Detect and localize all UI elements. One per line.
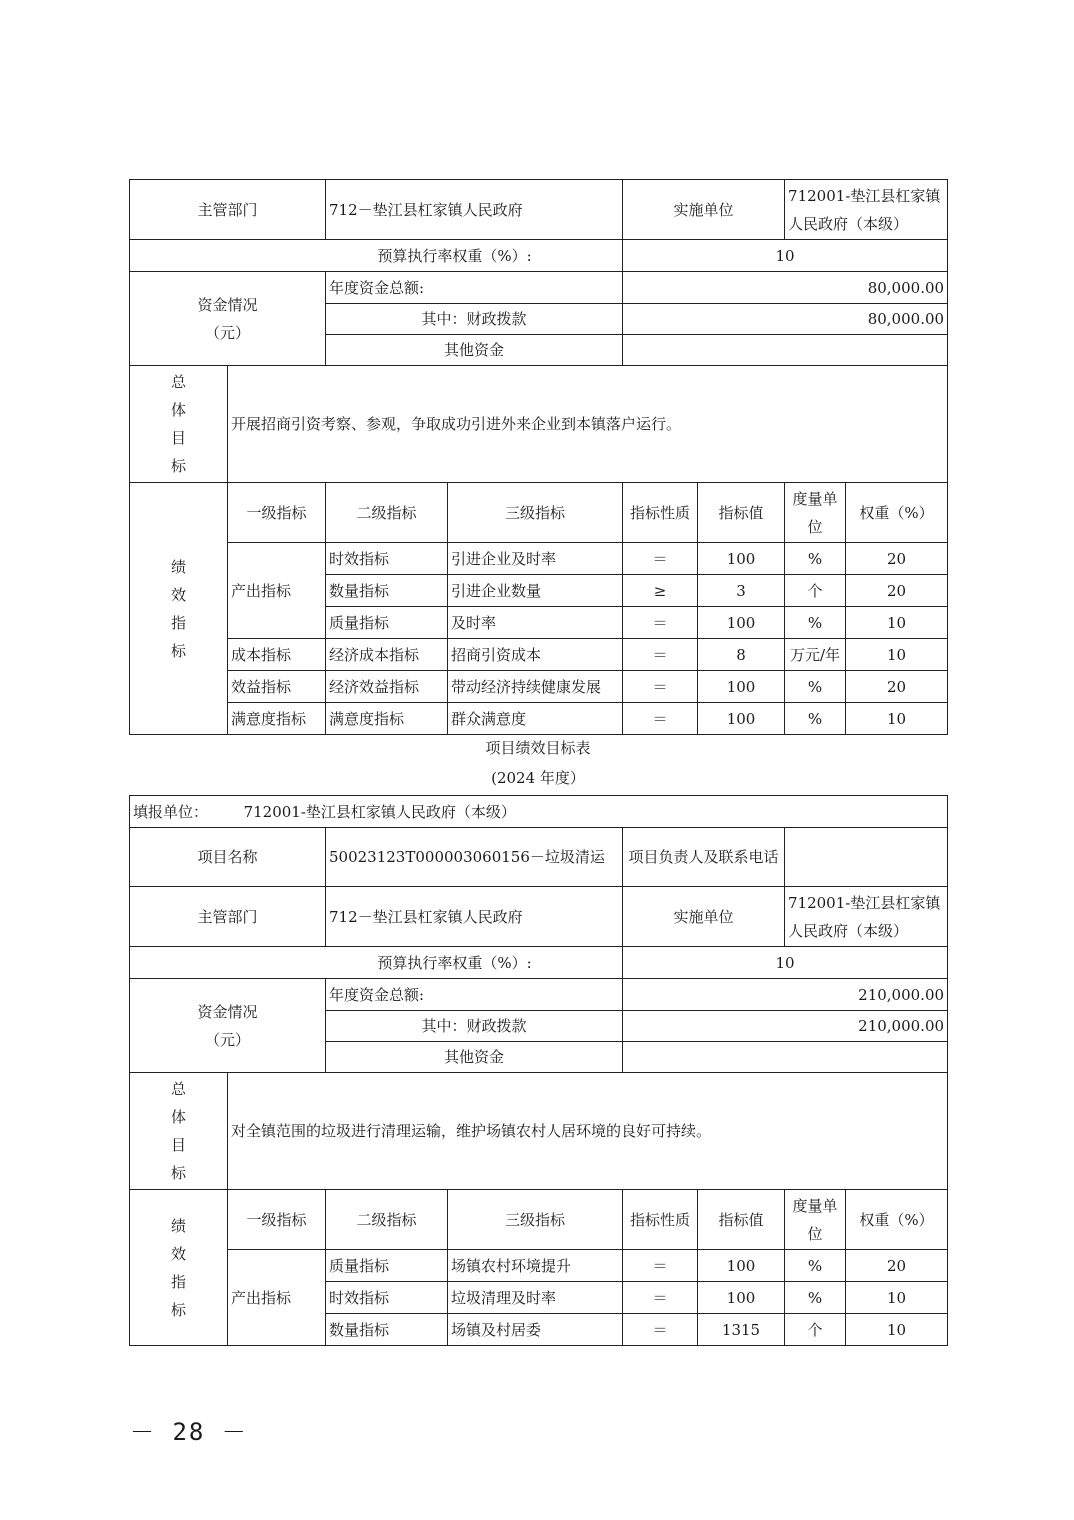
level3-cell: 引进企业及时率 xyxy=(448,543,623,575)
perf-char: 绩 xyxy=(170,1216,186,1235)
value-cell: 3 xyxy=(698,575,785,607)
other-funds-label: 其他资金 xyxy=(326,1042,623,1073)
header-level3: 三级指标 xyxy=(448,483,623,543)
filler-unit-value: 712001-垫江县杠家镇人民政府（本级） xyxy=(243,802,516,821)
fiscal-value: 80,000.00 xyxy=(623,304,948,335)
perf-char: 效 xyxy=(170,585,186,604)
perf-char: 效 xyxy=(170,1244,186,1263)
perf-char: 指 xyxy=(170,613,186,632)
header-unit: 度量单位 xyxy=(785,1190,846,1250)
level3-cell: 场镇农村环境提升 xyxy=(448,1250,623,1282)
perf-indicator-label xyxy=(130,483,228,735)
annual-total-value: 80,000.00 xyxy=(623,272,948,304)
value-cell: 1315 xyxy=(698,1314,785,1346)
unit-cell: % xyxy=(785,543,846,575)
dept-value: 712－垫江县杠家镇人民政府 xyxy=(326,887,623,947)
weight-cell: 10 xyxy=(846,703,948,735)
level2-cell: 经济成本指标 xyxy=(326,639,448,671)
goal-char: 总 xyxy=(170,373,186,391)
other-funds-label: 其他资金 xyxy=(326,335,623,366)
unit-cell: 万元/年 xyxy=(785,639,846,671)
page-number: － 28 － xyxy=(130,1418,248,1446)
header-level1: 一级指标 xyxy=(228,483,326,543)
weight-cell: 10 xyxy=(846,1314,948,1346)
level1-cell: 效益指标 xyxy=(228,671,326,703)
unit-cell: % xyxy=(785,1250,846,1282)
perf-char: 指 xyxy=(170,1272,186,1291)
level2-cell: 数量指标 xyxy=(326,575,448,607)
nature-cell: ＝ xyxy=(623,1314,698,1346)
unit-cell: 个 xyxy=(785,575,846,607)
goal-char: 标 xyxy=(170,457,186,475)
level2-cell: 经济效益指标 xyxy=(326,671,448,703)
impl-label: 实施单位 xyxy=(623,180,785,240)
weight-cell: 20 xyxy=(846,543,948,575)
level3-cell: 群众满意度 xyxy=(448,703,623,735)
header-level2: 二级指标 xyxy=(326,1190,448,1250)
header-weight: 权重（%） xyxy=(846,483,948,543)
funds-label xyxy=(130,979,326,1073)
nature-cell: ＝ xyxy=(623,607,698,639)
nature-cell: ＝ xyxy=(623,639,698,671)
header-value: 指标值 xyxy=(698,1190,785,1250)
budget-weight-value: 10 xyxy=(623,240,948,272)
perf-char: 绩 xyxy=(170,557,186,576)
level2-cell: 数量指标 xyxy=(326,1314,448,1346)
level1-cell: 成本指标 xyxy=(228,639,326,671)
perf-char: 标 xyxy=(170,1300,186,1319)
header-level2: 二级指标 xyxy=(326,483,448,543)
project-name-value: 50023123T000003060156－垃圾清运 xyxy=(326,828,623,887)
level3-cell: 场镇及村居委 xyxy=(448,1314,623,1346)
overall-goal-text: 开展招商引资考察、参观，争取成功引进外来企业到本镇落户运行。 xyxy=(228,366,948,483)
table-row xyxy=(130,703,948,735)
level1-cell: 产出指标 xyxy=(228,543,326,639)
level2-cell: 时效指标 xyxy=(326,1282,448,1314)
perf-char: 标 xyxy=(170,641,186,660)
value-cell: 100 xyxy=(698,607,785,639)
goal-char: 体 xyxy=(170,401,186,419)
contact-label: 项目负责人及联系电话 xyxy=(623,828,785,887)
header-value: 指标值 xyxy=(698,483,785,543)
dept-label: 主管部门 xyxy=(130,180,326,240)
impl-value: 712001-垫江县杠家镇人民政府（本级） xyxy=(785,887,948,947)
project-name-label: 项目名称 xyxy=(130,828,326,887)
funds-label xyxy=(130,272,326,366)
perf-indicator-label xyxy=(130,1190,228,1346)
unit-cell: % xyxy=(785,607,846,639)
level3-cell: 及时率 xyxy=(448,607,623,639)
weight-cell: 20 xyxy=(846,1250,948,1282)
level2-cell: 质量指标 xyxy=(326,607,448,639)
table-title: 项目绩效目标表 xyxy=(485,739,591,757)
nature-cell: ≥ xyxy=(623,575,698,607)
value-cell: 100 xyxy=(698,543,785,575)
unit-cell: % xyxy=(785,1282,846,1314)
overall-goal-label xyxy=(130,366,228,483)
nature-cell: ＝ xyxy=(623,543,698,575)
annual-total-value: 210,000.00 xyxy=(623,979,948,1011)
header-unit: 度量单位 xyxy=(785,483,846,543)
funds-label-line1: 资金情况 xyxy=(197,1002,258,1021)
nature-cell: ＝ xyxy=(623,671,698,703)
goal-char: 总 xyxy=(170,1080,186,1098)
impl-value: 712001-垫江县杠家镇人民政府（本级） xyxy=(785,180,948,240)
weight-cell: 10 xyxy=(846,1282,948,1314)
level2-cell: 满意度指标 xyxy=(326,703,448,735)
table-row xyxy=(130,543,948,575)
budget-weight-label: 预算执行率权重（%）: xyxy=(130,240,623,272)
level3-cell: 引进企业数量 xyxy=(448,575,623,607)
overall-goal-text: 对全镇范围的垃圾进行清理运输，维护场镇农村人居环境的良好可持续。 xyxy=(228,1073,948,1190)
funds-label-line1: 资金情况 xyxy=(197,295,258,314)
funds-label-line2: （元） xyxy=(204,1030,250,1049)
goal-char: 目 xyxy=(170,429,186,447)
nature-cell: ＝ xyxy=(623,1250,698,1282)
nature-cell: ＝ xyxy=(623,1282,698,1314)
table-row xyxy=(130,639,948,671)
value-cell: 100 xyxy=(698,1282,785,1314)
unit-cell: % xyxy=(785,671,846,703)
value-cell: 100 xyxy=(698,671,785,703)
fiscal-label: 其中：财政拨款 xyxy=(326,1011,623,1042)
weight-cell: 10 xyxy=(846,607,948,639)
level3-cell: 招商引资成本 xyxy=(448,639,623,671)
dept-value: 712－垫江县杠家镇人民政府 xyxy=(326,180,623,240)
weight-cell: 20 xyxy=(846,575,948,607)
annual-total-label: 年度资金总额: xyxy=(326,979,623,1011)
impl-label: 实施单位 xyxy=(623,887,785,947)
value-cell: 100 xyxy=(698,1250,785,1282)
level2-cell: 质量指标 xyxy=(326,1250,448,1282)
budget-weight-label: 预算执行率权重（%）: xyxy=(130,947,623,979)
goal-char: 标 xyxy=(170,1164,186,1182)
level3-cell: 垃圾清理及时率 xyxy=(448,1282,623,1314)
overall-goal-label xyxy=(130,1073,228,1190)
annual-total-label: 年度资金总额: xyxy=(326,272,623,304)
filler-unit xyxy=(130,796,948,828)
dept-label: 主管部门 xyxy=(130,887,326,947)
level1-cell: 产出指标 xyxy=(228,1250,326,1346)
goal-char: 体 xyxy=(170,1108,186,1126)
fiscal-value: 210,000.00 xyxy=(623,1011,948,1042)
weight-cell: 20 xyxy=(846,671,948,703)
nature-cell: ＝ xyxy=(623,703,698,735)
table-row xyxy=(130,671,948,703)
budget-weight-value: 10 xyxy=(623,947,948,979)
performance-table-1 xyxy=(129,179,948,735)
funds-label-line2: （元） xyxy=(205,323,251,342)
other-funds-value xyxy=(623,1042,948,1073)
header-nature: 指标性质 xyxy=(623,483,698,543)
header-level1: 一级指标 xyxy=(228,1190,326,1250)
level3-cell: 带动经济持续健康发展 xyxy=(448,671,623,703)
fiscal-label: 其中：财政拨款 xyxy=(326,304,623,335)
performance-table-2 xyxy=(129,795,948,1346)
header-nature: 指标性质 xyxy=(623,1190,698,1250)
goal-char: 目 xyxy=(170,1136,186,1154)
table-year: (2024 年度） xyxy=(491,769,585,787)
value-cell: 8 xyxy=(698,639,785,671)
weight-cell: 10 xyxy=(846,639,948,671)
other-funds-value xyxy=(623,335,948,366)
value-cell: 100 xyxy=(698,703,785,735)
unit-cell: 个 xyxy=(785,1314,846,1346)
level2-cell: 时效指标 xyxy=(326,543,448,575)
header-weight: 权重（%） xyxy=(846,1190,948,1250)
unit-cell: % xyxy=(785,703,846,735)
contact-value xyxy=(785,828,948,887)
filler-unit-label: 填报单位： xyxy=(133,802,209,821)
level1-cell: 满意度指标 xyxy=(228,703,326,735)
header-level3: 三级指标 xyxy=(448,1190,623,1250)
table-row xyxy=(130,1250,948,1282)
